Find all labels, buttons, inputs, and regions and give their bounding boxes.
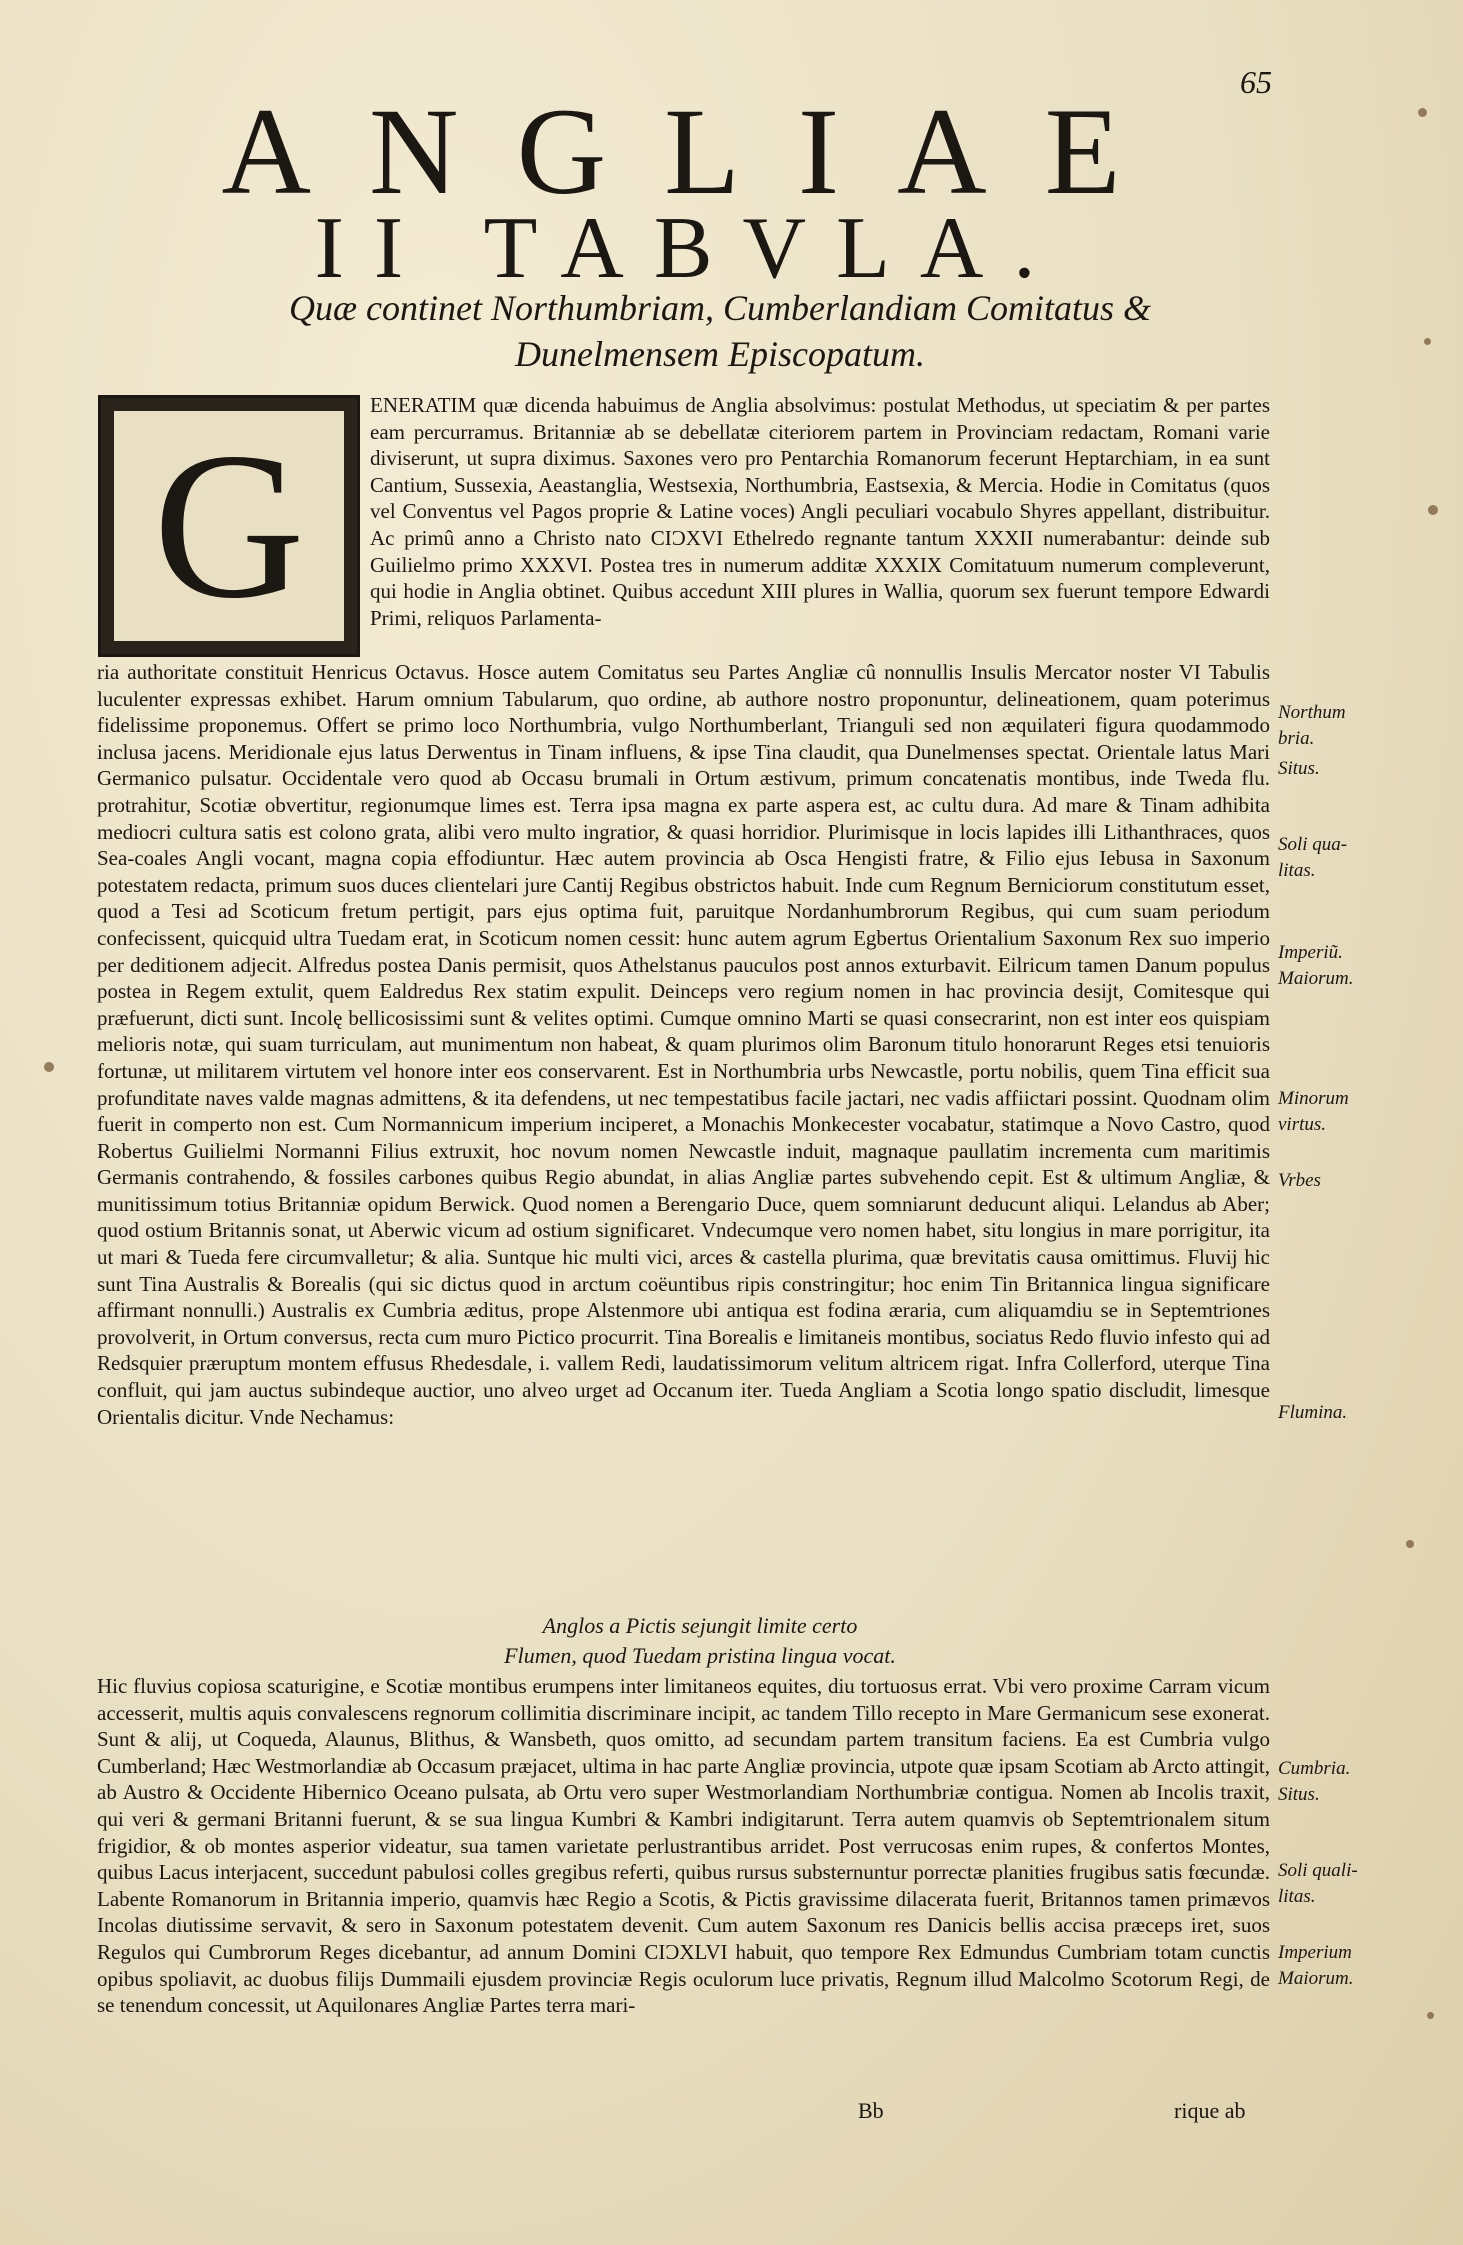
decorated-initial: [98, 395, 360, 657]
margin-note: Imperiũ. Maiorum.: [1278, 942, 1354, 989]
body-text-cumbria: [97, 1673, 1270, 2019]
page-description: Quæ continet Northumbriam, Cumberlandiam Comitatus & Dunelmensem Episcopatum.: [288, 288, 1152, 374]
margin-note: Northum bria.: [1278, 702, 1346, 749]
initial-letter: G: [114, 411, 344, 641]
foxing-spot: [1427, 2012, 1434, 2019]
page-number: 65: [1240, 64, 1272, 100]
foxing-spot: [1406, 1540, 1414, 1548]
margin-note: Flumina.: [1278, 1402, 1348, 1423]
margin-note: Imperium Maiorum.: [1278, 1942, 1354, 1989]
body-paragraph: Hic fluvius copiosa scaturigine, e Scotiæ montibus erumpens inter limitaneos equites, diu tortuosus errat. Vbi vero proxime Carram vicum accesserit, multis aquis convalescens regnorum collimitia discriminare incipit, ac tandem Tillo recepto in Mare Germanicum sese exonerat. Sunt & alij, ut Coqueda, Alaunus, Blithus, & Wansbeth, quos omitto, ad secundam partem transitum faciens. Ea est Cumbria vulgo Cumberland; Hæc Westmorlandiæ ab Occasum præjacet, ultima in hac parte Angliæ provincia, utpote quæ ipsam Scotiam ab Arcto attingit, ab Austro & Occidente Hibernico Oceano pulsata, ab Ortu vero super Westmorlandiam Northumbriæ contigua. Nomen ab Incolis traxit, qui veri & germani Britanni fuerunt, & se sua lingua Kumbri & Kambri indigitarunt. Terra autem quamvis ob Septemtrionalem situm frigidior, & ob montes asperior videatur, sua tamen varietate perlustrantibus arridet. Post verrucosas enim rupes, & confertos Montes, quibus Lacus interjacent, succedunt pabulosi colles gregibus referti, quibus rursus substernuntur porrectæ planities frugibus satis fœcundæ. Labente Romanorum in Britannia imperio, quamvis hæc Regio a Scotis, & Pictis gravissime dilacerata fuerit, Britannos tamen primævos Incolas diutissime servavit, & sero in Saxonum potestatem devenit. Cum autem Saxonum res Danicis bellis accisa præceps iret, suos Regulos qui Cumbrorum Reges dicebantur, ad annum Domini CIƆXLVI habuit, quo tempore Rex Edmundus Cumbriam totam cunctis opibus spoliavit, ac duobus filijs Dummaili ejusdem provinciæ Regis oculorum luce privatis, Regnum illud Malcolmo Scotorum Regi, de se tenendum concessit, ut Aquilonares Angliæ Partes terra mari-: [97, 1674, 1270, 2018]
lead-paragraph: [370, 392, 1270, 631]
body-text-northumbria: [97, 659, 1270, 1430]
page-subtitle-tabula: II TABVLA.: [314, 200, 1066, 297]
foxing-spot: [1418, 108, 1427, 117]
body-paragraph: ria authoritate constituit Henricus Octavus. Hosce autem Comitatus seu Partes Angliæ cû nonnullis Insulis Mercator noster VI Tabulis luculenter expressas exhibet. Harum omnium Tabularum, quo ordine, ab authore nostro proponuntur, delineationem, quam poterimus fidelissime proponemus. Offert se primo loco Northumbria, vulgo Northumberlant, Trianguli sed non æquilateri figura quodammodo inclusa jacens. Meridionale ejus latus Derwentus in Tinam influens, & ipse Tina claudit, qua Dunelmenses spectat. Orientale latus Mari Germanico pulsatur. Occidentale vero quod ab Occasu brumali in Ortum æstivum, primum concatenatis montibus, inde Tweda flu. protrahitur, Scotiæ obvertitur, regionumque limes est. Terra ipsa magna ex parte aspera est, ac cultu dura. Ad mare & Tinam adhibita mediocri cultura satis est colono grata, alibi vero multo ingratior, & quasi horridior. Plurimisque in locis lapides illi Lithanthraces, quos Sea-coales Angli vocant, magna copia effodiuntur. Hæc autem provincia ab Osca Hengisti fratre, & Filio ejus Iebusa in Saxonum potestatem redacta, primum suos duces clientelari jure Cantij Regibus obstrictos habuit. Inde cum Regnum Berniciorum constitutum esset, quod a Tesi ad Scoticum fretum pertigit, pars ejus optima fuit, paruitque Nordanhumbrorum Regibus, qui cum suam periodum confecissent, quicquid ultra Tuedam erat, in Scoticum nomen cessit: hunc autem agrum Egbertus Orientalium Saxonum Rex suo imperio per deditionem adjecit. Alfredus postea Danis permisit, quos Athelstanus pauculos post annos exturbavit. Eilricum tamen Danum populus postea in Regem extulit, quem Ealdredus Rex statim expulit. Deinceps vero regium nomen in hac provincia desijt, Comitesque qui præfuerunt, dicti sunt. Incolę bellicosissimi sunt & velites optimi. Cumque omnino Marti se quasi consecrarint, non est inter eos quispiam melioris notæ, qui suam turriculam, aut munimentum non habeat, & quam plurimos olim Baronum titulo honorarunt Reges etsi tenuioris fortunæ, ut militarem virtutem vel honore inter eos conservarent. Est in Northumbria urbs Newcastle, portu nobilis, quem Tina efficit sua profunditate naves valde magnas admittens, & ita defendens, ut nec tempestatibus facile jactari, nec vadis affiictari possint. Quodnam olim fuerit in comperto non est. Cum Normannicum imperium inciperet, a Monachis Monkecester vocabatur, statimque a Novo Castro, quod Robertus Guilielmi Normanni Filius extruxit, hoc novum nomen Newcastle induit, magnaque paullatim incrementa cum maritimis Germanis contrahendo, & fossiles carbones quibus Regio abundat, in alias Angliæ partes subvehendo cepit. Est & ultimum Angliæ, & munitissimum totius Britanniæ opidum Berwick. Quod nomen a Berengario Duce, quem somniarunt deducunt aliqui. Lelandus ab Aber; quod ostium Britannis sonat, ut Aberwic vicum ad ostium significaret. Vndecumque vero nomen habet, situ longius in mare porrigitur, ita ut mari & Tueda fere circumvalletur; & alia. Suntque hic multi vici, arces & castella plurima, quæ brevitatis causa omittimus. Fluvij hic sunt Tina Australis & Borealis (qui sic dictus quod in arctum coëuntibus ripis constringitur; hoc enim Tin Britannica lingua significare affirmant nonnulli.) Australis ex Cumbria æditus, prope Alstenmore ubi antiqua est fodina æraria, cum aliquamdiu se in Septemtriones provolverit, in Ortum conversus, recta cum muro Pictico procurrit. Tina Borealis e limitaneis montibus, sociatus Redo fluvio infesto qui ad Redsquier præruptum montem effusus Rhedesdale, i. vallem Redi, laudatissimorum velitum altricem rigat. Infra Collerford, uterque Tina confluit, qui jam auctus subindeque auctior, uno alveo urget ad Occanum iter. Tueda Angliam a Scotia longo spatio discludit, limesque Orientalis dicitur. Vnde Nechamus:: [97, 660, 1270, 1429]
verse-line: Anglos a Pictis sejungit limite certo: [542, 1613, 858, 1638]
foxing-spot: [1424, 338, 1431, 345]
margin-note: Soli qua- litas.: [1278, 834, 1348, 881]
margin-note: Minorum virtus.: [1278, 1088, 1349, 1135]
margin-note: Cumbria. Situs.: [1278, 1758, 1351, 1805]
lead-text: ENERATIM quæ dicenda habuimus de Anglia absolvimus: postulat Methodus, ut speciatim & per partes eam percurramus. Britanniæ ab se debellatæ citeriorem partem in Provinciam redactam, Romani varie diviserunt, ut supra diximus. Saxones vero pro Pentarchia Romanorum fecerunt Heptarchiam, in ea sunt Cantium, Sussexia, Aeastanglia, Westsexia, Northumbria, Eastsexia, & Mercia. Hodie in Comitatus (quos vel Conventus vel Pagos proprie & Latine voces) Angli peculiari vocabulo Shyres appellant, distribuitur. Ac primû anno a Christo nato CIƆXVI Ethelredo regnante tantum XXXII numerabantur: deinde sub Guilielmo primo XXXVI. Postea tres in numerum additæ XXXIX Comitatuum numerum compleverunt, qui hodie in Anglia obtinet. Quibus accedunt XIII plures in Wallia, quorum sex fuerunt tempore Edwardi Primi, reliquos Parlamenta-: [370, 393, 1270, 630]
verse-line: Flumen, quod Tuedam pristina lingua vocat.: [504, 1643, 896, 1668]
foxing-spot: [1428, 505, 1438, 515]
margin-note: Situs.: [1278, 758, 1320, 779]
margin-note: Soli quali- litas.: [1278, 1860, 1358, 1907]
margin-note: Vrbes: [1278, 1170, 1321, 1191]
foxing-spot: [44, 1062, 54, 1072]
catchword: rique ab: [1174, 2098, 1246, 2123]
page-title: ANGLIAE: [221, 83, 1179, 220]
signature-mark: Bb: [858, 2098, 884, 2123]
